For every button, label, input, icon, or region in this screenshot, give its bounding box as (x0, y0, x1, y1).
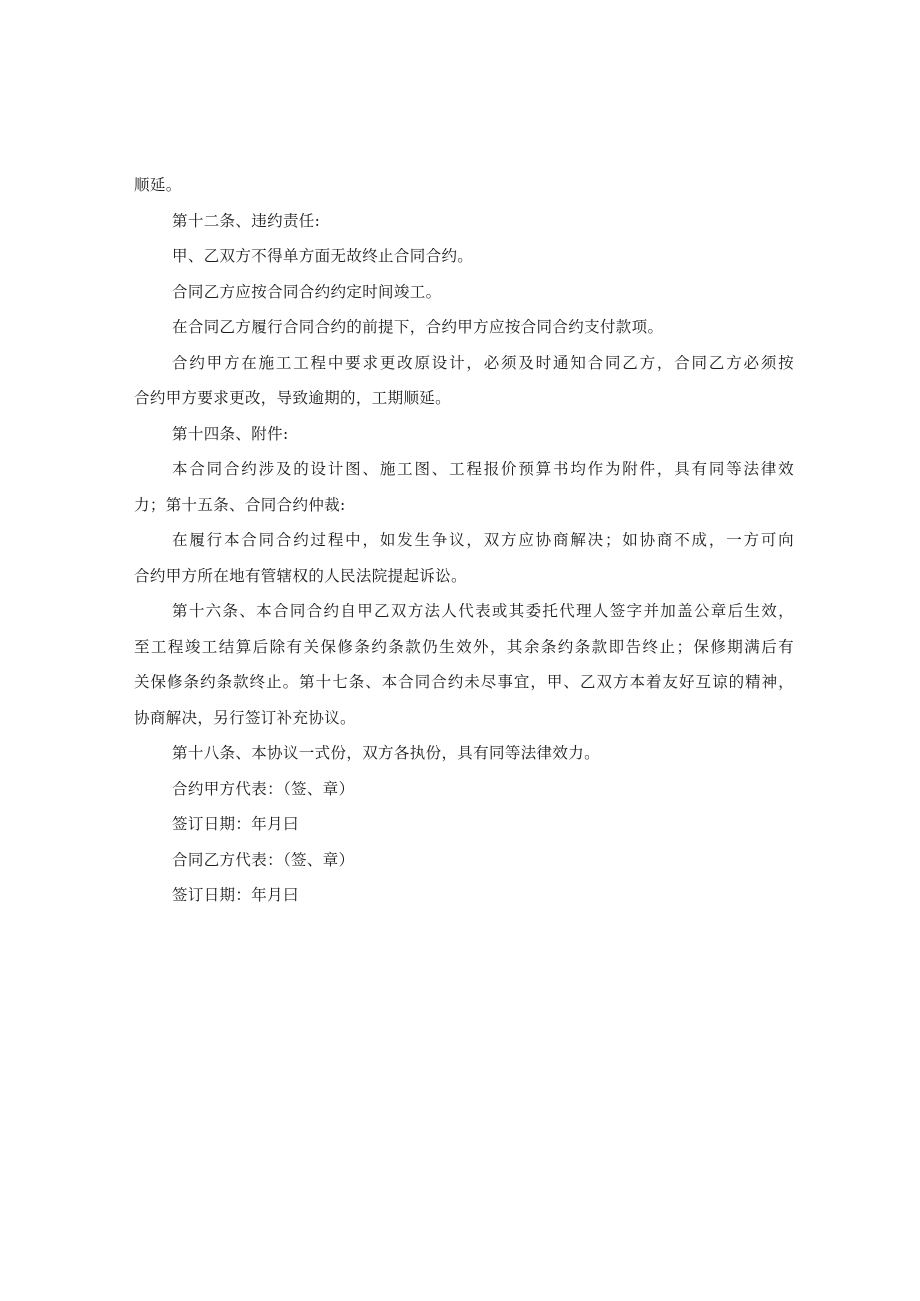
document-body (134, 168, 794, 914)
text-line: 合约甲方在施工工程中要求更改原设计，必须及时通知合同乙方，合同乙方必须按 (172, 353, 794, 372)
text-line: 本合同合约涉及的设计图、施工图、工程报价预算书均作为附件，具有同等法律效 (172, 460, 794, 478)
text-line: 合约甲方所在地有管辖权的人民法院提起诉讼。 (134, 566, 467, 585)
signing-date: 签订日期：年月曰 (172, 886, 299, 904)
section-heading-12: 第十二条、违约责任: (172, 211, 321, 230)
text-line: 合同乙方应按合同合约约定时间竣工。 (172, 282, 442, 301)
section-heading-14: 第十四条、附件: (172, 424, 289, 443)
text-line: 关保修条约条款终止。第十七条、本合同合约未尽事宜，甲、乙双方本着友好互谅的精神， (134, 673, 794, 691)
text-line: 在合同乙方履行合同合约的前提下，合约甲方应按合同合约支付款项。 (172, 318, 664, 336)
party-a-signature: 合约甲方代表：（签、章） (172, 779, 355, 798)
text-line: 至工程竣工结算后除有关保修条约条款仍生效外，其余条约条款即告终止；保修期满后有 (134, 637, 794, 656)
section-heading-16: 第十六条、本合同合约自甲乙双方法人代表或其委托代理人签字并加盖公章后生效， (172, 602, 794, 620)
text-line: 甲、乙双方不得单方面无故终止合同合约。 (172, 247, 474, 265)
text-line: 合约甲方要求更改，导致逾期的，工期顺延。 (134, 389, 452, 407)
text-line: 协商解决，另行签订补充协议。 (134, 708, 356, 727)
text-line: 在履行本合同合约过程中，如发生争议，双方应协商解决；如协商不成，一方可向 (172, 531, 794, 549)
section-heading-18: 第十八条、本协议一式份，双方各执份，具有同等法律效力。 (172, 744, 600, 762)
text-line: 力；第十五条、合同合约仲裁: (134, 495, 346, 514)
signing-date: 签订日期：年月曰 (172, 815, 299, 833)
party-b-signature: 合同乙方代表：（签、章） (172, 850, 355, 869)
text-line: 顺延。 (134, 176, 182, 194)
